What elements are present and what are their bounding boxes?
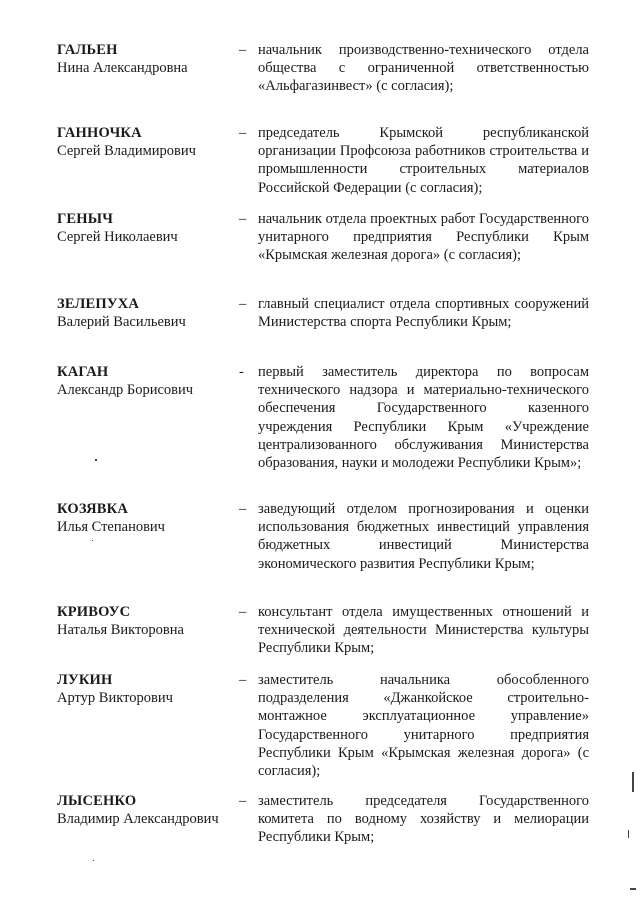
separator-dash: –	[239, 296, 247, 312]
member-full-name: Сергей Владимирович	[57, 143, 196, 159]
scan-speck	[92, 540, 93, 541]
member-surname: ГАННОЧКА	[57, 125, 142, 141]
member-full-name: Сергей Николаевич	[57, 229, 178, 245]
member-name	[57, 603, 237, 639]
member-position: заместитель председателя Государственного комитета по водному хозяйству и мелиорации Республики Крым;	[258, 793, 589, 846]
scan-edge-mark	[630, 888, 636, 890]
scan-edge-mark	[628, 830, 629, 838]
member-surname: КРИВОУС	[57, 604, 131, 620]
member-name	[57, 363, 237, 399]
scan-speck	[93, 860, 94, 861]
member-position: первый заместитель директора по вопросам технического надзора и материально-технического обеспечения Государственного казенного учреждения Республики Крым «Учреждение централизованного обслуживания Министерства образования, науки и молодежи Республики Крым»;	[258, 364, 589, 472]
member-position: консультант отдела имущественных отношений и технической деятельности Министерства культуры Республики Крым;	[258, 604, 589, 657]
scan-edge-mark	[632, 772, 634, 792]
member-full-name: Артур Викторович	[57, 690, 173, 706]
member-surname: ГАЛЬЕН	[57, 42, 118, 58]
member-name	[57, 671, 237, 707]
member-surname: ЗЕЛЕПУХА	[57, 296, 140, 312]
member-position: начальник производственно-технического отдела общества с ограниченной ответственностью «Альфагазинвест» (с согласия);	[258, 42, 589, 95]
member-surname: ГЕНЫЧ	[57, 211, 114, 227]
member-surname: ЛУКИН	[57, 672, 113, 688]
member-position: заведующий отделом прогнозирования и оценки использования бюджетных инвестиций управления бюджетных инвестиций Министерства экономического развития Республики Крым;	[258, 501, 589, 572]
member-name	[57, 210, 237, 246]
separator-dash: –	[239, 125, 247, 141]
member-position: заместитель начальника обособленного подразделения «Джанкойское строительно-монтажное эксплуатационное управление» Государственного унитарного предприятия Республики Крым «Крымская железная дорога» (с согласия);	[258, 672, 589, 780]
member-surname: ЛЫСЕНКО	[57, 793, 137, 809]
member-surname: КАГАН	[57, 364, 109, 380]
member-position: начальник отдела проектных работ Государственного унитарного предприятия Республики Крым «Крымская железная дорога» (с согласия);	[258, 211, 589, 264]
member-full-name: Нина Александровна	[57, 60, 188, 76]
separator-dash: –	[239, 672, 247, 688]
member-full-name: Илья Степанович	[57, 519, 165, 535]
separator-dash: -	[239, 364, 244, 380]
member-position: председатель Крымской республиканской организации Профсоюза работников строительства и промышленности строительных материалов Российской Федерации (с согласия);	[258, 125, 589, 196]
member-full-name: Наталья Викторовна	[57, 622, 184, 638]
separator-dash: –	[239, 793, 247, 809]
member-full-name: Владимир Александрович	[57, 811, 219, 827]
member-position: главный специалист отдела спортивных сооружений Министерства спорта Республики Крым;	[258, 296, 589, 331]
member-name	[57, 124, 237, 160]
member-name	[57, 500, 237, 536]
member-surname: КОЗЯВКА	[57, 501, 129, 517]
member-name	[57, 295, 237, 331]
scan-speck	[95, 459, 97, 461]
member-full-name: Валерий Васильевич	[57, 314, 186, 330]
separator-dash: –	[239, 42, 247, 58]
separator-dash: –	[239, 604, 247, 620]
separator-dash: –	[239, 211, 247, 227]
separator-dash: –	[239, 501, 247, 517]
member-full-name: Александр Борисович	[57, 382, 194, 398]
member-name	[57, 41, 237, 77]
member-name	[57, 792, 237, 828]
